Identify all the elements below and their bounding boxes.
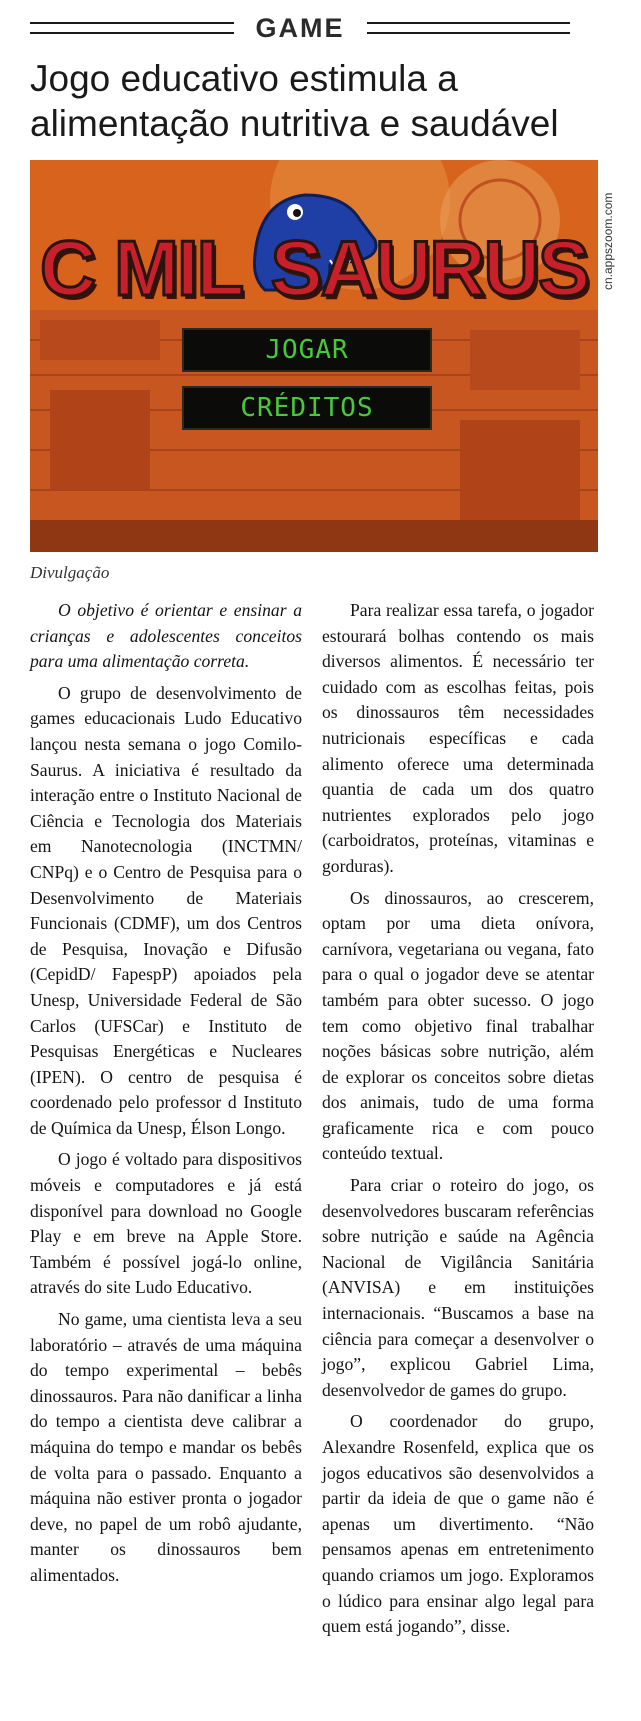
article-paragraph: O coordenador do grupo, Alexandre Rosenfeld, explica que os jogos educativos são desenvolvidos a partir da ideia de que o game não é apenas um divertimento. “Não pensamos apenas em entretenimento quando criamos um jogo. Exploramos o lúdico para ensinar algo legal para quem está jogando”, disse. [322,1411,594,1637]
article-paragraph: Para criar o roteiro do jogo, os desenvolvedores buscaram referências sobre nutrição e saúde na Agência Nacional de Vigilância Sanitária (ANVISA) e em instituições internacionais. “Buscamos a base na ciência para começar a desenvolver o jogo”, explicou Gabriel Lima, desenvolvedor de games do grupo. [322,1175,594,1400]
article-column-right [322,598,594,1646]
game-logo [30,218,598,318]
credits-button: CRÉDITOS [182,386,432,430]
header-rule-left [30,22,234,34]
article-paragraph: Para realizar essa tarefa, o jogador estourará bolhas contendo os mais diversos alimentos. É necessário ter cuidado com as escolhas feitas, pois os dinossauros têm necessidades nutricionais específicas e cada alimento oferece uma determinada quantia de cada um dos quatro nutrientes explorados pelo jogo (carboidratos, proteínas, vitaminas e gorduras). [322,600,594,876]
section-header [30,10,570,46]
photo-source-credit: cn.appszoom.com [601,192,615,290]
headline: Jogo educativo estimula a alimentação nutritiva e saudável [30,58,559,144]
article-lead: O objetivo é orientar e ensinar a crianças e adolescentes conceitos para uma alimentação correta. [30,600,302,672]
article-column-left [30,598,302,1595]
play-button: JOGAR [182,328,432,372]
header-rule-right [367,22,571,34]
section-label: GAME [255,12,345,43]
article-paragraph: O jogo é voltado para dispositivos móveis e computadores e já está disponível para download no Google Play e em breve na Apple Store. Também é possível jogá-lo online, através do site Ludo Educativo. [30,1149,302,1298]
article-paragraph: O grupo de desenvolvimento de games educacionais Ludo Educativo lançou nesta semana o jogo Comilo-Saurus. A iniciativa é resultado da interação entre o Instituto Nacional de Ciência e Tecnologia dos Materiais em Nanotecnologia (INCTMN/ CNPq) e o Centro de Pesquisa para o Desenvolvimento de Materiais Funcionais (CDMF), um dos Centros de Pesquisa, Inovação e Difusão (CepidD/ FapespP) apoiados pela Unesp, Universidade Federal de São Carlos (UFSCar) e Instituto de Pesquisas Energéticas e Nucleares (IPEN). O centro de pesquisa é coordenado pelo professor d Instituto de Química da Unesp, Élson Longo. [30,682,302,1138]
article-paragraph: No game, uma cientista leva a seu laboratório – através de uma máquina do tempo experimental – bebês dinossauros. Para não danificar a linha do tempo a cientista deve calibrar a máquina do tempo e mandar os bebês de volta para o passado. Enquanto a máquina não estiver pronta o jogador deve, no papel de um robô ajudante, manter os dinossauros bem alimentados. [30,1309,302,1585]
logo-left: C MIL [40,223,243,312]
photo-caption: Divulgação [30,563,110,582]
logo-right: SAURUS [270,223,588,312]
game-screenshot [30,160,598,552]
article-paragraph: Os dinossauros, ao crescerem, optam por uma dieta onívora, carnívora, vegetariana ou vegana, fato para o qual o jogador deve se atentar também para obter sucesso. O jogo tem como objetivo final trabalhar noções básicas sobre nutrição, além de explorar os conceitos sobre dietas dos animais, tudo de uma forma graficamente rica e com pouco conteúdo textual. [322,887,594,1164]
